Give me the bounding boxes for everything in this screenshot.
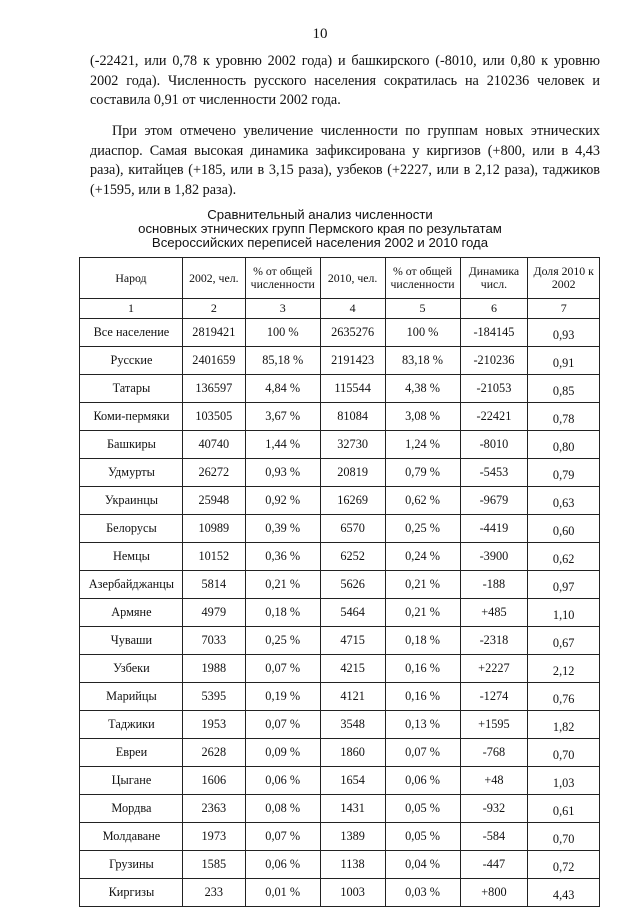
cell-2002-count: 1973 <box>182 823 245 851</box>
cell-nation: Все население <box>80 319 183 347</box>
cell-2002-share: 0,01 % <box>245 879 320 907</box>
column-number-row <box>80 299 600 319</box>
cell-2002-count: 2363 <box>182 795 245 823</box>
cell-2002-share: 0,06 % <box>245 851 320 879</box>
table-header-row <box>80 258 600 299</box>
cell-dynamics: +2227 <box>460 655 528 683</box>
paragraph-1: (-22421, или 0,78 к уровню 2002 года) и башкирского (-8010, или 0,80 к уровню 2002 года). Численность русского населения сократилась на 210236 человек и составила 0,91 от численности 2002 года. <box>90 53 600 108</box>
cell-2010-share: 0,16 % <box>385 683 460 711</box>
cell-2002-count: 26272 <box>182 459 245 487</box>
cell-nation: Русские <box>80 347 183 375</box>
cell-dynamics: -8010 <box>460 431 528 459</box>
cell-2010-share: 0,21 % <box>385 599 460 627</box>
cell-2010-share: 0,25 % <box>385 515 460 543</box>
table-row <box>80 739 600 767</box>
cell-2010-share: 3,08 % <box>385 403 460 431</box>
column-number: 2 <box>182 299 245 319</box>
table-row <box>80 459 600 487</box>
cell-2010-share: 0,06 % <box>385 767 460 795</box>
cell-dynamics: -9679 <box>460 487 528 515</box>
cell-2010-count: 5626 <box>320 571 385 599</box>
cell-dynamics: -210236 <box>460 347 528 375</box>
cell-nation: Киргизы <box>80 879 183 907</box>
table-row <box>80 319 600 347</box>
cell-2010-share: 0,79 % <box>385 459 460 487</box>
cell-2002-share: 0,25 % <box>245 627 320 655</box>
table-row <box>80 683 600 711</box>
cell-2002-count: 5395 <box>182 683 245 711</box>
cell-2002-count: 233 <box>182 879 245 907</box>
cell-ratio: 1,03 <box>528 767 600 795</box>
table-row <box>80 487 600 515</box>
cell-2010-share: 0,05 % <box>385 823 460 851</box>
cell-ratio: 0,76 <box>528 683 600 711</box>
table-row <box>80 879 600 907</box>
cell-2002-count: 1953 <box>182 711 245 739</box>
cell-2010-count: 6252 <box>320 543 385 571</box>
cell-ratio: 0,70 <box>528 739 600 767</box>
header-dynamics: Динамика числ. <box>460 258 528 299</box>
cell-nation: Немцы <box>80 543 183 571</box>
cell-2002-count: 2628 <box>182 739 245 767</box>
column-number: 5 <box>385 299 460 319</box>
cell-nation: Украинцы <box>80 487 183 515</box>
cell-dynamics: -184145 <box>460 319 528 347</box>
cell-nation: Цыгане <box>80 767 183 795</box>
cell-ratio: 0,70 <box>528 823 600 851</box>
cell-nation: Белорусы <box>80 515 183 543</box>
cell-dynamics: +48 <box>460 767 528 795</box>
cell-2010-count: 4215 <box>320 655 385 683</box>
cell-2010-share: 0,13 % <box>385 711 460 739</box>
cell-ratio: 0,61 <box>528 795 600 823</box>
table-row <box>80 403 600 431</box>
header-2010-count: 2010, чел. <box>320 258 385 299</box>
cell-nation: Евреи <box>80 739 183 767</box>
cell-2010-count: 1431 <box>320 795 385 823</box>
header-2010-share: % от общей численности <box>385 258 460 299</box>
cell-dynamics: +800 <box>460 879 528 907</box>
cell-2002-share: 0,18 % <box>245 599 320 627</box>
cell-ratio: 0,85 <box>528 375 600 403</box>
table-title-line-3: Всероссийских переписей населения 2002 и 2010 года <box>151 235 489 250</box>
cell-dynamics: +485 <box>460 599 528 627</box>
cell-nation: Чуваши <box>80 627 183 655</box>
cell-nation: Грузины <box>80 851 183 879</box>
cell-2002-count: 40740 <box>182 431 245 459</box>
cell-2002-share: 0,39 % <box>245 515 320 543</box>
cell-ratio: 1,10 <box>528 599 600 627</box>
table-row <box>80 823 600 851</box>
cell-2010-count: 81084 <box>320 403 385 431</box>
cell-2010-count: 4715 <box>320 627 385 655</box>
cell-2002-share: 0,06 % <box>245 767 320 795</box>
cell-ratio: 0,78 <box>528 403 600 431</box>
table-row <box>80 347 600 375</box>
cell-2010-count: 5464 <box>320 599 385 627</box>
cell-2002-share: 85,18 % <box>245 347 320 375</box>
table-row <box>80 375 600 403</box>
cell-2010-count: 4121 <box>320 683 385 711</box>
cell-2002-count: 103505 <box>182 403 245 431</box>
cell-2010-share: 83,18 % <box>385 347 460 375</box>
cell-dynamics: -932 <box>460 795 528 823</box>
cell-ratio: 0,62 <box>528 543 600 571</box>
header-2002-count: 2002, чел. <box>182 258 245 299</box>
cell-ratio: 1,82 <box>528 711 600 739</box>
table-row <box>80 431 600 459</box>
cell-ratio: 0,72 <box>528 851 600 879</box>
cell-ratio: 0,97 <box>528 571 600 599</box>
cell-2010-share: 0,62 % <box>385 487 460 515</box>
cell-2002-count: 2401659 <box>182 347 245 375</box>
table-row <box>80 515 600 543</box>
column-number: 4 <box>320 299 385 319</box>
cell-nation: Мордва <box>80 795 183 823</box>
cell-2010-count: 3548 <box>320 711 385 739</box>
cell-2002-share: 0,09 % <box>245 739 320 767</box>
column-number: 6 <box>460 299 528 319</box>
cell-2002-share: 0,08 % <box>245 795 320 823</box>
cell-2002-count: 10152 <box>182 543 245 571</box>
cell-2010-count: 16269 <box>320 487 385 515</box>
cell-dynamics: -584 <box>460 823 528 851</box>
cell-2002-share: 0,93 % <box>245 459 320 487</box>
cell-nation: Башкиры <box>80 431 183 459</box>
cell-2002-share: 0,07 % <box>245 823 320 851</box>
cell-2002-share: 0,07 % <box>245 655 320 683</box>
cell-ratio: 0,80 <box>528 431 600 459</box>
cell-2010-count: 2635276 <box>320 319 385 347</box>
header-nation: Народ <box>80 258 183 299</box>
table-title-line-2: основных этнических групп Пермского края по результатам <box>138 221 502 236</box>
cell-nation: Татары <box>80 375 183 403</box>
cell-ratio: 0,79 <box>528 459 600 487</box>
table-row <box>80 767 600 795</box>
cell-2002-share: 1,44 % <box>245 431 320 459</box>
cell-ratio: 4,43 <box>528 879 600 907</box>
cell-2010-share: 0,07 % <box>385 739 460 767</box>
cell-2010-count: 1003 <box>320 879 385 907</box>
cell-dynamics: -188 <box>460 571 528 599</box>
cell-dynamics: -5453 <box>460 459 528 487</box>
cell-2010-count: 6570 <box>320 515 385 543</box>
table-row <box>80 599 600 627</box>
cell-2002-share: 4,84 % <box>245 375 320 403</box>
cell-dynamics: -768 <box>460 739 528 767</box>
cell-2002-count: 4979 <box>182 599 245 627</box>
cell-2002-share: 0,07 % <box>245 711 320 739</box>
cell-2010-share: 0,03 % <box>385 879 460 907</box>
cell-dynamics: -21053 <box>460 375 528 403</box>
cell-2002-count: 1988 <box>182 655 245 683</box>
cell-2002-count: 1585 <box>182 851 245 879</box>
cell-nation: Узбеки <box>80 655 183 683</box>
cell-nation: Армяне <box>80 599 183 627</box>
cell-2010-count: 1389 <box>320 823 385 851</box>
cell-nation: Коми-пермяки <box>80 403 183 431</box>
cell-nation: Азербайджанцы <box>80 571 183 599</box>
cell-ratio: 0,63 <box>528 487 600 515</box>
table-row <box>80 851 600 879</box>
cell-2002-count: 25948 <box>182 487 245 515</box>
cell-nation: Марийцы <box>80 683 183 711</box>
page-number: 10 <box>312 26 328 42</box>
cell-2002-share: 0,92 % <box>245 487 320 515</box>
cell-nation: Таджики <box>80 711 183 739</box>
cell-2010-share: 0,21 % <box>385 571 460 599</box>
cell-2010-count: 1654 <box>320 767 385 795</box>
cell-dynamics: -4419 <box>460 515 528 543</box>
cell-dynamics: -22421 <box>460 403 528 431</box>
paragraph-2: При этом отмечено увеличение численности по группам новых этнических диаспор. Самая высокая динамика зафиксирована у киргизов (+800, или в 4,43 раза), китайцев (+185, или в 3,15 раза), узбеков (+2227, или в 2,12 раза), таджиков (+1595, или в 1,82 раза). <box>90 123 600 198</box>
cell-dynamics: +1595 <box>460 711 528 739</box>
cell-dynamics: -3900 <box>460 543 528 571</box>
table-title-line-1: Сравнительный анализ численности <box>207 207 433 222</box>
column-number: 1 <box>80 299 183 319</box>
cell-2002-share: 0,36 % <box>245 543 320 571</box>
table-row <box>80 711 600 739</box>
cell-dynamics: -1274 <box>460 683 528 711</box>
cell-2002-share: 100 % <box>245 319 320 347</box>
cell-dynamics: -447 <box>460 851 528 879</box>
cell-2002-share: 0,21 % <box>245 571 320 599</box>
cell-2010-share: 0,24 % <box>385 543 460 571</box>
cell-2002-count: 136597 <box>182 375 245 403</box>
table-row <box>80 543 600 571</box>
cell-2010-share: 1,24 % <box>385 431 460 459</box>
cell-ratio: 0,67 <box>528 627 600 655</box>
cell-2010-share: 0,05 % <box>385 795 460 823</box>
table-row <box>80 655 600 683</box>
cell-ratio: 2,12 <box>528 655 600 683</box>
cell-2010-count: 1138 <box>320 851 385 879</box>
column-number: 3 <box>245 299 320 319</box>
cell-2002-count: 10989 <box>182 515 245 543</box>
cell-2002-count: 5814 <box>182 571 245 599</box>
header-2002-share: % от общей численности <box>245 258 320 299</box>
cell-2010-share: 0,16 % <box>385 655 460 683</box>
cell-2002-count: 2819421 <box>182 319 245 347</box>
cell-ratio: 0,91 <box>528 347 600 375</box>
column-number: 7 <box>528 299 600 319</box>
table-title <box>0 208 640 250</box>
cell-2010-count: 115544 <box>320 375 385 403</box>
cell-nation: Молдаване <box>80 823 183 851</box>
cell-2002-count: 1606 <box>182 767 245 795</box>
cell-2002-count: 7033 <box>182 627 245 655</box>
cell-2010-count: 20819 <box>320 459 385 487</box>
cell-2010-count: 1860 <box>320 739 385 767</box>
table-row <box>80 627 600 655</box>
table-row <box>80 571 600 599</box>
cell-2010-count: 2191423 <box>320 347 385 375</box>
ethnic-groups-table <box>79 257 600 907</box>
header-ratio: Доля 2010 к 2002 <box>528 258 600 299</box>
cell-2010-count: 32730 <box>320 431 385 459</box>
cell-2010-share: 4,38 % <box>385 375 460 403</box>
cell-2010-share: 0,18 % <box>385 627 460 655</box>
cell-2010-share: 0,04 % <box>385 851 460 879</box>
cell-dynamics: -2318 <box>460 627 528 655</box>
cell-ratio: 0,60 <box>528 515 600 543</box>
table-row <box>80 795 600 823</box>
cell-ratio: 0,93 <box>528 319 600 347</box>
cell-2002-share: 3,67 % <box>245 403 320 431</box>
cell-2002-share: 0,19 % <box>245 683 320 711</box>
cell-2010-share: 100 % <box>385 319 460 347</box>
cell-nation: Удмурты <box>80 459 183 487</box>
